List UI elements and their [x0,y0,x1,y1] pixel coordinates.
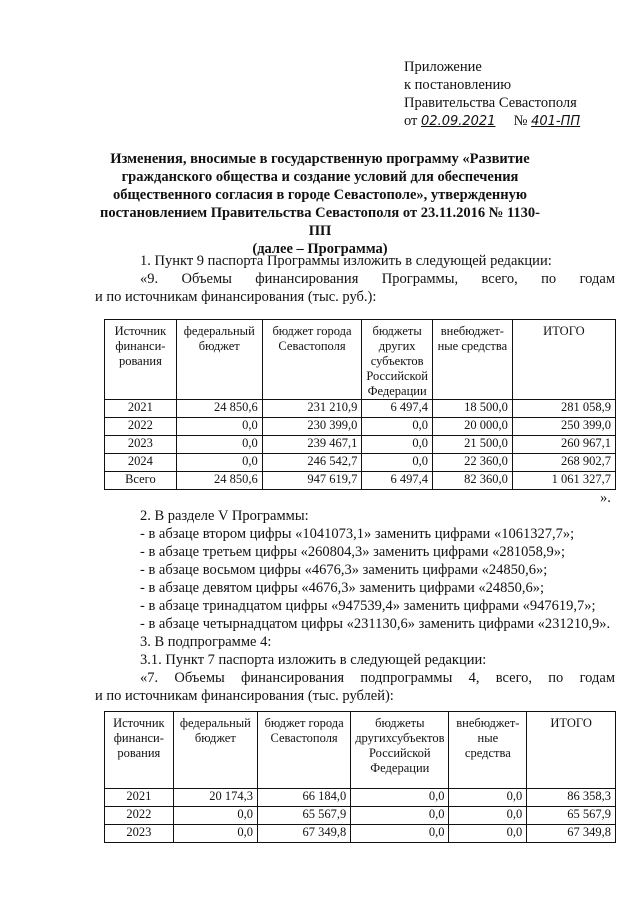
table-row [105,436,616,454]
cell-value: 67 349,8 [258,825,351,843]
section3-sub: 3.1. Пункт 7 паспорта изложить в следующей редакции: [140,652,487,668]
section1-quote-line-2: и по источникам финансирования (тыс. руб.): [95,289,377,305]
cell-value: 24 850,6 [176,472,262,490]
document-title [100,150,540,258]
appendix-line-2: к постановлению [404,77,512,93]
cell-year: 2024 [105,454,177,472]
list-item: - в абзаце втором цифры «1041073,1» заменить цифрами «1061327,7»; [140,526,575,542]
appendix-block [404,58,580,131]
cell-value: 250 399,0 [512,418,615,436]
list-item: - в абзаце девятом цифры «4676,3» заменить цифрами «24850,6»; [140,580,544,596]
title-line-2: гражданского общества и создание условий для обеспечения [121,169,519,185]
cell-value: 24 850,6 [176,400,262,418]
number-prefix: № [513,113,528,129]
cell-value: 0,0 [449,789,527,807]
cell-value: 0,0 [173,807,257,825]
list-item: - в абзаце четырнадцатом цифры «231130,6» заменить цифрами «231210,9». [140,616,611,632]
cell-value: 230 399,0 [262,418,362,436]
col-header-total: ИТОГО [527,712,616,789]
cell-value: 65 567,9 [527,807,616,825]
cell-value: 67 349,8 [527,825,616,843]
table-row [105,789,616,807]
table-header-row [105,712,616,789]
appendix-date-line [404,112,580,131]
cell-value: 947 619,7 [262,472,362,490]
cell-value: 0,0 [176,454,262,472]
cell-year: Всего [105,472,177,490]
section3-heading: 3. В подпрограмме 4: [140,634,272,650]
cell-value: 0,0 [351,807,449,825]
cell-value: 0,0 [362,454,433,472]
col-header-total: ИТОГО [512,320,615,400]
title-line-4: постановлением Правительства Севастополя от 23.11.2016 № 1130-ПП [100,205,540,239]
col-header-other-subjects: бюджеты другихсубъектов Российской Федерации [351,712,449,789]
cell-value: 231 210,9 [262,400,362,418]
cell-value: 0,0 [173,825,257,843]
cell-value: 6 497,4 [362,400,433,418]
col-header-extrabudget: внебюджет-ные средства [449,712,527,789]
col-header-extrabudget: внебюджет-ные средства [432,320,512,400]
cell-year: 2021 [105,400,177,418]
cell-year: 2023 [105,825,174,843]
handwritten-date: 02.09.2021 [421,114,496,129]
table-row [105,825,616,843]
cell-value: 0,0 [362,418,433,436]
table-row-total [105,472,616,490]
list-item: - в абзаце тринадцатом цифры «947539,4» заменить цифрами «947619,7»; [140,598,596,614]
col-header-federal: федеральный бюджет [176,320,262,400]
cell-year: 2023 [105,436,177,454]
col-header-source: Источник финанси-рования [105,320,177,400]
cell-value: 281 058,9 [512,400,615,418]
handwritten-number: 401-ПП [531,114,581,129]
cell-year: 2022 [105,807,174,825]
cell-value: 66 184,0 [258,789,351,807]
section1-intro: 1. Пункт 9 паспорта Программы изложить в следующей редакции: [140,253,552,269]
funding-table-subprogram [104,711,616,843]
title-line-1: Изменения, вносимые в государственную программу «Развитие [110,151,530,167]
cell-value: 22 360,0 [432,454,512,472]
cell-value: 0,0 [449,825,527,843]
cell-value: 86 358,3 [527,789,616,807]
cell-value: 20 174,3 [173,789,257,807]
cell-value: 82 360,0 [432,472,512,490]
col-header-city: бюджет города Севастополя [258,712,351,789]
cell-value: 268 902,7 [512,454,615,472]
from-prefix: от [404,113,418,129]
section3-quote-line-1: «7. Объемы финансирования подпрограммы 4, всего, по годам [140,670,615,686]
section3-quote-line-2: и по источникам финансирования (тыс. рублей): [95,688,394,704]
section1-quote-line-1: «9. Объемы финансирования Программы, всего, по годам [140,271,615,287]
cell-value: 0,0 [351,825,449,843]
col-header-source: Источник финанси-рования [105,712,174,789]
cell-value: 6 497,4 [362,472,433,490]
cell-value: 0,0 [176,436,262,454]
cell-value: 246 542,7 [262,454,362,472]
cell-value: 0,0 [176,418,262,436]
cell-year: 2022 [105,418,177,436]
cell-value: 0,0 [449,807,527,825]
table-row [105,807,616,825]
cell-value: 1 061 327,7 [512,472,615,490]
cell-value: 260 967,1 [512,436,615,454]
title-line-5: (далее – Программа) [252,241,388,257]
cell-value: 20 000,0 [432,418,512,436]
col-header-other-subjects: бюджеты других субъектов Российской Федерации [362,320,433,400]
cell-value: 21 500,0 [432,436,512,454]
appendix-line-3: Правительства Севастополя [404,95,577,111]
col-header-federal: федеральный бюджет [173,712,257,789]
appendix-line-1: Приложение [404,59,482,75]
table-row [105,418,616,436]
section2-heading: 2. В разделе V Программы: [140,508,309,524]
title-line-3: общественного согласия в городе Севастополе», утвержденную [113,187,527,203]
section2-list [140,525,630,633]
list-item: - в абзаце восьмом цифры «4676,3» заменить цифрами «24850,6»; [140,562,548,578]
cell-value: 0,0 [362,436,433,454]
funding-table-program [104,319,616,490]
cell-year: 2021 [105,789,174,807]
cell-value: 0,0 [351,789,449,807]
table-header-row [105,320,616,400]
cell-value: 18 500,0 [432,400,512,418]
quote-end-mark: ». [600,490,611,506]
list-item: - в абзаце третьем цифры «260804,3» заменить цифрами «281058,9»; [140,544,566,560]
cell-value: 239 467,1 [262,436,362,454]
cell-value: 65 567,9 [258,807,351,825]
table-row [105,454,616,472]
col-header-city: бюджет города Севастополя [262,320,362,400]
table-row [105,400,616,418]
